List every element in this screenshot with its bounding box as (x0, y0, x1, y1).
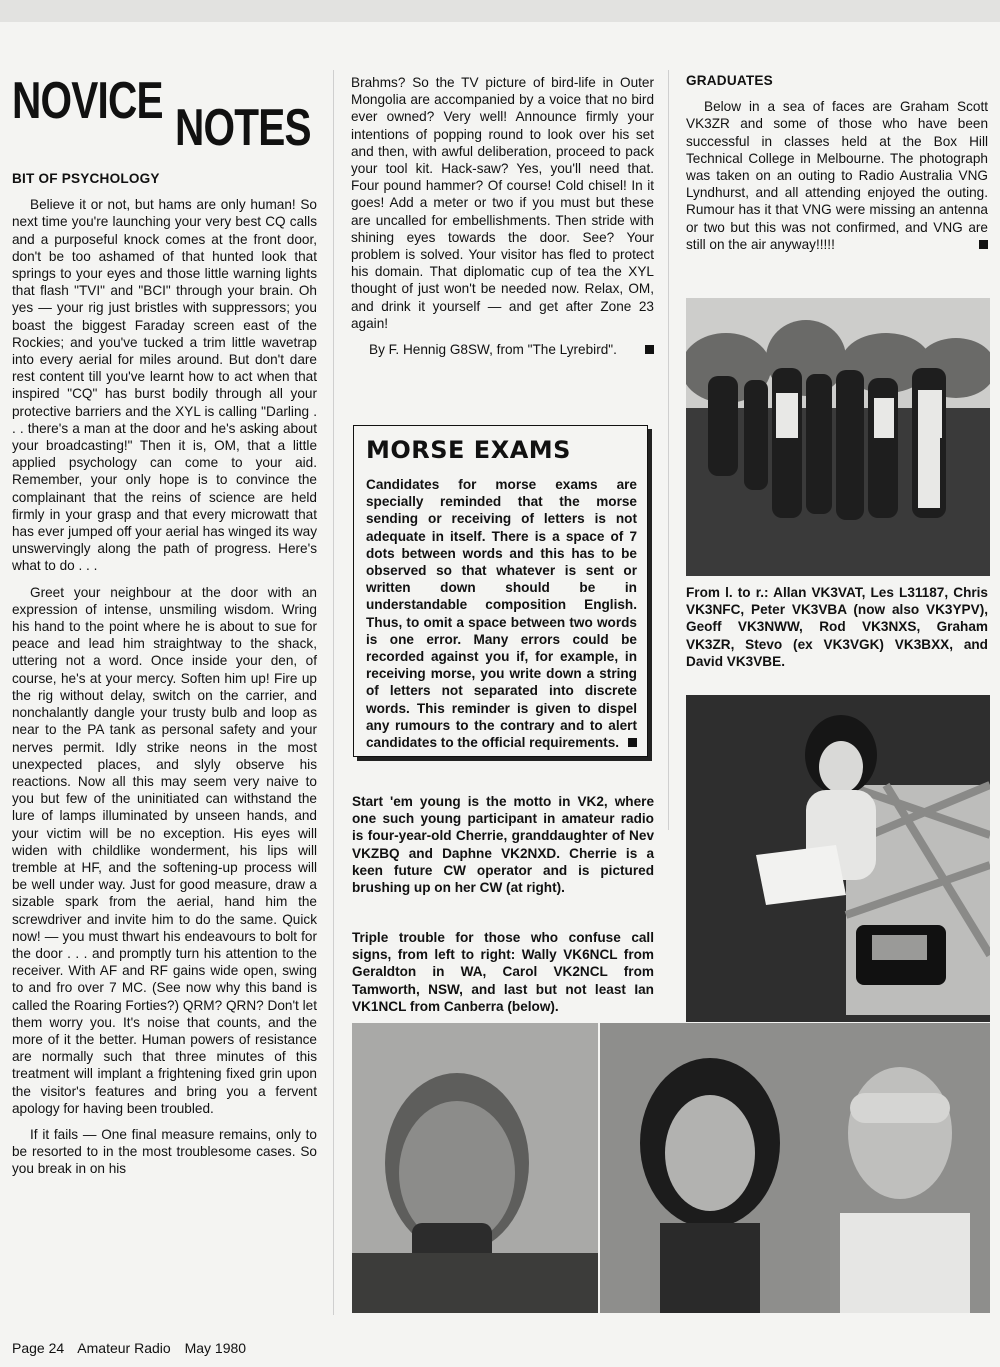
column-1 (12, 170, 317, 1178)
column-3 (686, 72, 988, 253)
paragraph: Below in a sea of faces are Graham Scott VK3ZR and some of those who have been successful in classes held at the Box Hill Technical College in Melbourne. The photograph was taken on an outing to Radio Australia VNG Lyndhurst, and all attending enjoyed the outing. Rumour has it that VNG were missing an antenna or two but this was not confirmed, and VNG are still on the air anyway!!!!! (686, 99, 988, 252)
byline: By F. Hennig G8SW, from "The Lyrebird". (351, 341, 654, 358)
carol-and-ian-photo (600, 1023, 990, 1313)
page-footer (12, 1340, 256, 1356)
title-novice: NOVICE (12, 72, 163, 130)
title-notes: NOTES (175, 99, 311, 157)
column-2 (351, 74, 654, 358)
page-number: Page 24 (12, 1340, 65, 1356)
cherrie-photo (686, 695, 990, 1022)
column-divider (668, 70, 669, 830)
paragraph: If it fails — One final measure remains, only to be resorted to in the most troublesome cases. So you break in on his (12, 1126, 317, 1177)
paragraph: Brahms? So the TV picture of bird-life in Outer Mongolia are accompanied by a voice that no bird ever owned? Very well! Announce firmly your intentions of popping round to look over his set and then, with awful deliberation, proceed to pack your tool kit. Hack-saw? Yes, you'll need that. Four pound hammer? Of course! Cold chisel! In it goes! Add a meter or two if you must but these are uncalled for embellishments. Then stride with shining eyes towards the door. See? Your problem is solved. Your visitor has fled to protect his domain. That diplomatic cup of tea the XYL thought of just won't be needed now. Relax, OM, and drink it yourself — and get after Zone 23 again! (351, 75, 654, 331)
paragraph: Greet your neighbour at the door with an expression of intense, unsmiling wisdom. Wring his hand to the point where he is about to sue for peace and lead him straightway to the shack, uttering not a word. Once inside your den, of course, he's at your mercy. Soften him up! Fire up the rig without delay, switch on the carrier, and nonchalantly dangle your trusty bulb and loop as near to the PA tank as personal safety and your nerves permit. Idly strike neons in the most unexpected places, and slyly observe his reactions. Now all this may seem very naive to you but few of the uninitiated can withstand the lure of lamps illuminated by unseen hands, and your victim will be no exception. His eyes will widen with childlike wonderment, his lips will tremble at HF, and the softening-up process will be well under way. Just for good measure, draw a sizable spark from the aerial, hand him the screwdriver and invite him to do the same. Quick now! — you must thwart his endeavours to bolt for the door . . . and promptly turn his attention to the receiver. With AF and RF gains wide open, swing to and fro over 7 MC. (See now why this band is called the Roaring Forties?) QRM? QRN? Don't let them worry you. It's noise that counts, and the more of it the better. Human powers of resistance are normally such that three minutes of this treatment will implant a frightening fixed grin upon the visitor's features and bring you a fervent apology for having been troubled. (12, 584, 317, 1116)
column-divider (333, 70, 334, 1315)
top-strip (0, 0, 1000, 22)
box-body: Candidates for morse exams are specially reminded that the morse sending or receiving of letters is not adequate in itself. There is a space of 7 dots between words and this has to be observed so that whatever is sent or written down should be in understandable composition English. Thus, to omit a space between two words is one error. Many errors could be recorded against you if, for example, in receiving morse, you write down a string of letters not separated into discrete words. This reminder is given to dispel any rumours to the contrary and to alert candidates to the official requirements. (366, 477, 637, 751)
end-mark (628, 738, 637, 747)
paragraph: Believe it or not, but hams are only human! So next time you're launching your very best CQ calls and a purposeful knock comes at the front door, don't be too ashamed of that hunted look that springs to your eyes and those little warning lights that flash "TVI" and "BCI" through your brain. Oh yes — your rig just bristles with suppressors; you boast the biggest Faraday screen east of the Rockies; and you've tucked a trim little wavetrap into every aerial for miles around. But don't dare rest content till you've learnt how to act when that inspired "CQ" has burst bodily through all your protective barriers and the XYL is calling "Darling . . . there's a man at the door and he's asking about your broadcasting!" Then it is, OM, that a little applied psychology can come to your aid. Remember, your only hope is to convince the complainant that the reins of science are held firmly in your grasp and that every microwatt that has ever jumped off your aerial has winged its way unswervingly along the path of progress. Here's what to do . . . (12, 197, 317, 574)
issue-date: May 1980 (184, 1340, 247, 1356)
end-mark (645, 345, 654, 354)
morse-exams-box (353, 425, 648, 757)
magazine-name: Amateur Radio (77, 1340, 171, 1356)
end-mark (979, 240, 988, 249)
graduates-photo (686, 298, 990, 576)
box-heading: MORSE EXAMS (366, 436, 571, 464)
graduates-caption: From l. to r.: Allan VK3VAT, Les L31187, Chris VK3NFC, Peter VK3VBA (now also VK3YPV), Geoff VK3NWW, Rod VK3NXS, Graham VK3ZR, Stevo (ex VK3VGK) VK3BXX, and David VK3VBE. (686, 585, 988, 669)
caption-cherrie: Start 'em young is the motto in VK2, where one such young participant in amateur radio is four-year-old Cherrie, granddaughter of Nev VKZBQ and Daphne VK2NXD. Cherrie is a keen future CW operator and is pictured brushing up on her CW (at right). (352, 794, 654, 896)
wally-photo (352, 1023, 598, 1313)
section-heading: BIT OF PSYCHOLOGY (12, 171, 160, 186)
section-heading: GRADUATES (686, 73, 773, 88)
caption-triple-trouble: Triple trouble for those who confuse call signs, from left to right: Wally VK6NCL from Geraldton in WA, Carol VK2NCL from Tamworth, NSW, and last but not least Ian VK1NCL from Canberra (below). (352, 930, 654, 1014)
